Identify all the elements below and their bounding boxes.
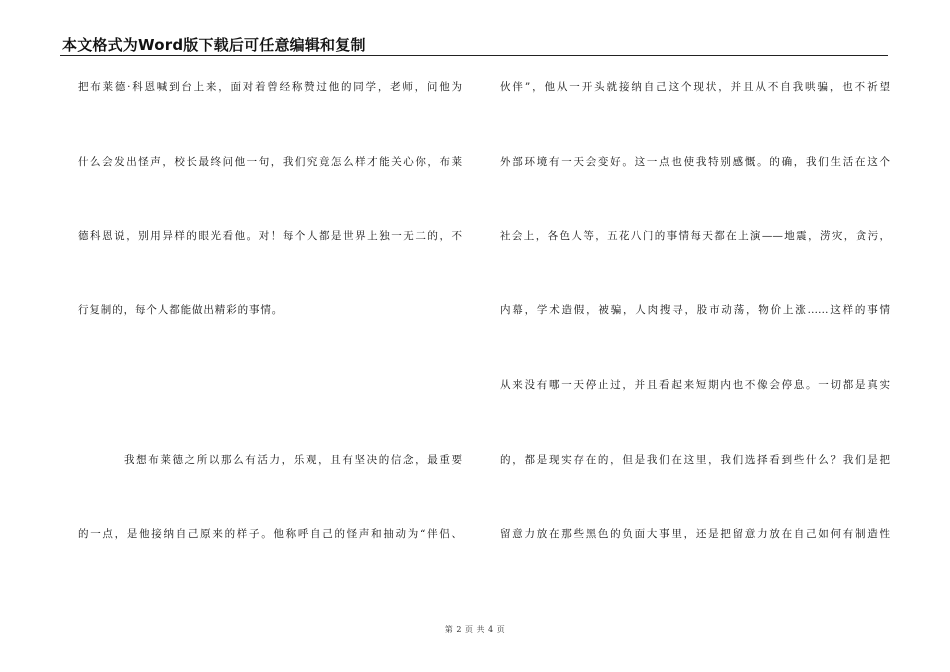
text-line: 社会上，各色人等，五花八门的事情每天都在上演——地震，涝灾，贪污， bbox=[500, 230, 890, 242]
page-number-footer: 第 2 页 共 4 页 bbox=[444, 625, 506, 634]
text-line: 留意力放在那些黑色的负面大事里，还是把留意力放在自己如何有制造性 bbox=[500, 528, 890, 540]
text-line: 我想布莱德之所以那么有活力，乐观，且有坚决的信念，最重要 bbox=[124, 454, 462, 466]
text-line: 从来没有哪一天停止过，并且看起来短期内也不像会停息。一切都是真实 bbox=[500, 379, 890, 391]
document-header-title: 本文格式为Word版下载后可任意编辑和复制 bbox=[62, 36, 366, 54]
header-divider bbox=[60, 55, 888, 56]
text-line: 外部环境有一天会变好。这一点也使我特别感慨。的确，我们生活在这个 bbox=[500, 156, 890, 168]
text-line: 伙伴”，他从一开头就接纳自己这个现状，并且从不自我哄骗，也不祈望 bbox=[500, 81, 890, 93]
text-line: 的，都是现实存在的，但是我们在这里，我们选择看到些什么？我们是把 bbox=[500, 454, 890, 466]
text-line: 什么会发出怪声，校长最终问他一句，我们究竟怎么样才能关心你，布莱 bbox=[78, 156, 462, 168]
text-line: 的一点，是他接纳自己原来的样子。他称呼自己的怪声和抽动为“伴侣、 bbox=[78, 528, 462, 540]
text-line: 德科恩说，别用异样的眼光看他。对！每个人都是世界上独一无二的，不 bbox=[78, 230, 462, 242]
text-line: 内幕，学术造假，被骗，人肉搜寻，股市动荡，物价上涨……这样的事情 bbox=[500, 304, 890, 316]
text-line: 把布莱德·科恩喊到台上来，面对着曾经称赞过他的同学，老师，问他为 bbox=[78, 81, 462, 93]
text-line: 行复制的，每个人都能做出精彩的事情。 bbox=[78, 304, 284, 316]
